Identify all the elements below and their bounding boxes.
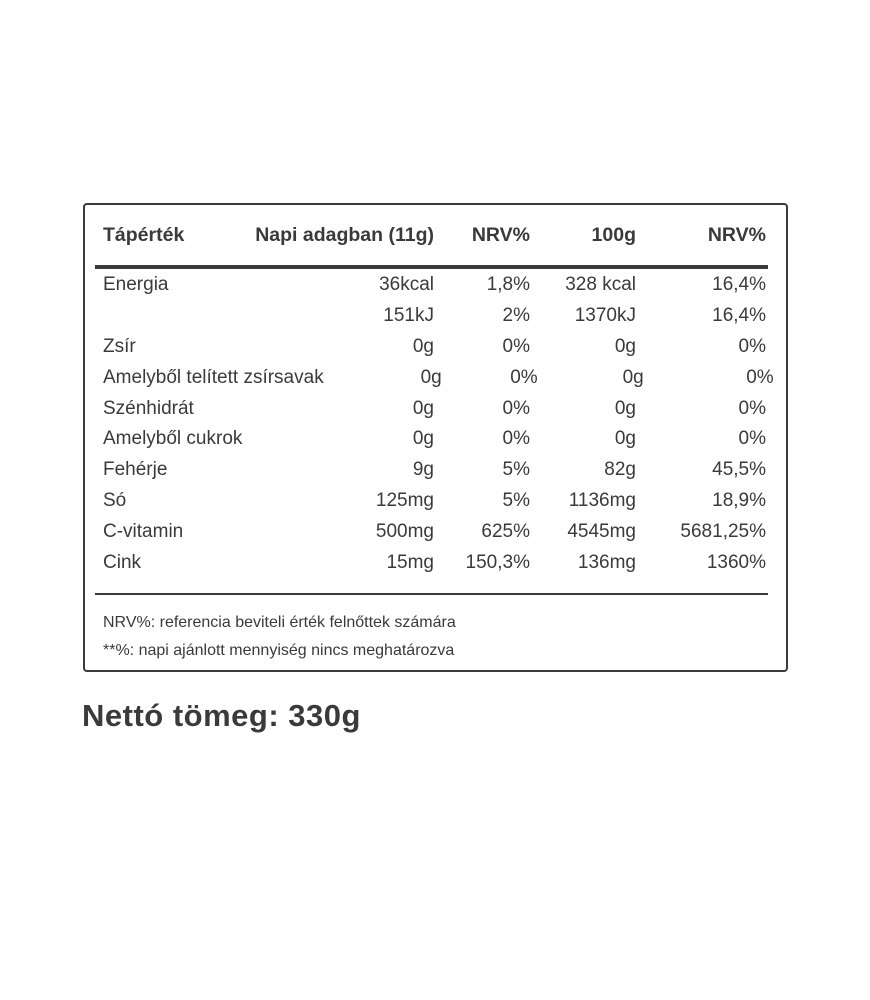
table-row: [95, 270, 768, 301]
cell-nrv-100g: 0%: [738, 428, 766, 450]
cell-per-100g: 82g: [604, 459, 636, 481]
cell-nrv-serving: 1,8%: [486, 274, 530, 296]
cell-serving: 151kJ: [383, 305, 434, 327]
cell-per-100g: 0g: [614, 335, 636, 357]
cell-per-100g: 136mg: [577, 551, 636, 573]
cell-nrv-serving: 5%: [502, 459, 530, 481]
table-row: [95, 362, 774, 393]
header-nutrient: Tápérték: [103, 223, 185, 246]
table-row: [95, 455, 768, 486]
cell-nrv-100g: 45,5%: [712, 459, 766, 481]
table-row: [95, 301, 768, 332]
net-weight: Nettó tömeg: 330g: [82, 698, 361, 733]
cell-serving: 9g: [412, 459, 434, 481]
table-row: [95, 424, 768, 455]
table-row: [95, 547, 768, 578]
cell-per-100g: 0g: [622, 366, 644, 388]
table-row: [95, 486, 768, 517]
cell-nrv-100g: 0%: [738, 335, 766, 357]
row-label: Zsír: [103, 335, 136, 357]
cell-per-100g: 1370kJ: [574, 305, 636, 327]
cell-nrv-serving: 2%: [502, 305, 530, 327]
nutrition-facts-box: [83, 203, 788, 672]
footnotes: [95, 595, 768, 665]
row-label: Szénhidrát: [103, 397, 194, 419]
cell-nrv-100g: 1360%: [706, 551, 766, 573]
row-label: C-vitamin: [103, 520, 184, 542]
table-row: [95, 516, 768, 547]
row-label: Só: [103, 489, 127, 511]
cell-nrv-100g: 0%: [738, 397, 766, 419]
cell-nrv-serving: 0%: [510, 366, 538, 388]
table-row: [95, 393, 768, 424]
header-per-100g: 100g: [591, 223, 636, 246]
nutrition-table-header: [95, 205, 768, 265]
header-nrv-100g: NRV%: [707, 223, 766, 246]
cell-nrv-serving: 0%: [502, 335, 530, 357]
row-label: Energia: [103, 274, 169, 296]
nutrition-table-body: [95, 269, 774, 578]
cell-nrv-100g: 16,4%: [712, 305, 766, 327]
cell-per-100g: 0g: [614, 397, 636, 419]
row-label: Amelyből cukrok: [103, 428, 243, 450]
cell-serving: 0g: [412, 335, 434, 357]
header-per-serving: Napi adagban (11g): [255, 223, 434, 246]
cell-nrv-serving: 5%: [502, 489, 530, 511]
cell-nrv-100g: 18,9%: [712, 489, 766, 511]
cell-nrv-100g: 0%: [746, 366, 774, 388]
footnote-asterisk: **%: napi ajánlott mennyiség nincs meghatározva: [103, 641, 455, 659]
cell-nrv-serving: 0%: [502, 428, 530, 450]
row-label: Amelyből telített zsírsavak: [103, 366, 324, 388]
cell-serving: 0g: [412, 428, 434, 450]
cell-serving: 500mg: [375, 520, 434, 542]
cell-nrv-serving: 625%: [481, 520, 530, 542]
cell-nrv-serving: 0%: [502, 397, 530, 419]
header-nrv-serving: NRV%: [471, 223, 530, 246]
cell-nrv-100g: 16,4%: [712, 274, 766, 296]
cell-nrv-serving: 150,3%: [465, 551, 530, 573]
cell-nrv-100g: 5681,25%: [680, 520, 766, 542]
cell-per-100g: 0g: [614, 428, 636, 450]
table-row: [95, 332, 768, 363]
cell-serving: 125mg: [375, 489, 434, 511]
cell-serving: 0g: [420, 366, 442, 388]
cell-per-100g: 328 kcal: [565, 274, 636, 296]
cell-per-100g: 1136mg: [568, 489, 636, 511]
cell-per-100g: 4545mg: [567, 520, 636, 542]
cell-serving: 15mg: [386, 551, 434, 573]
row-label: Fehérje: [103, 459, 168, 481]
cell-serving: 0g: [412, 397, 434, 419]
footnote-nrv: NRV%: referencia beviteli érték felnőttek számára: [103, 613, 456, 631]
cell-serving: 36kcal: [379, 274, 434, 296]
row-label: Cink: [103, 551, 142, 573]
